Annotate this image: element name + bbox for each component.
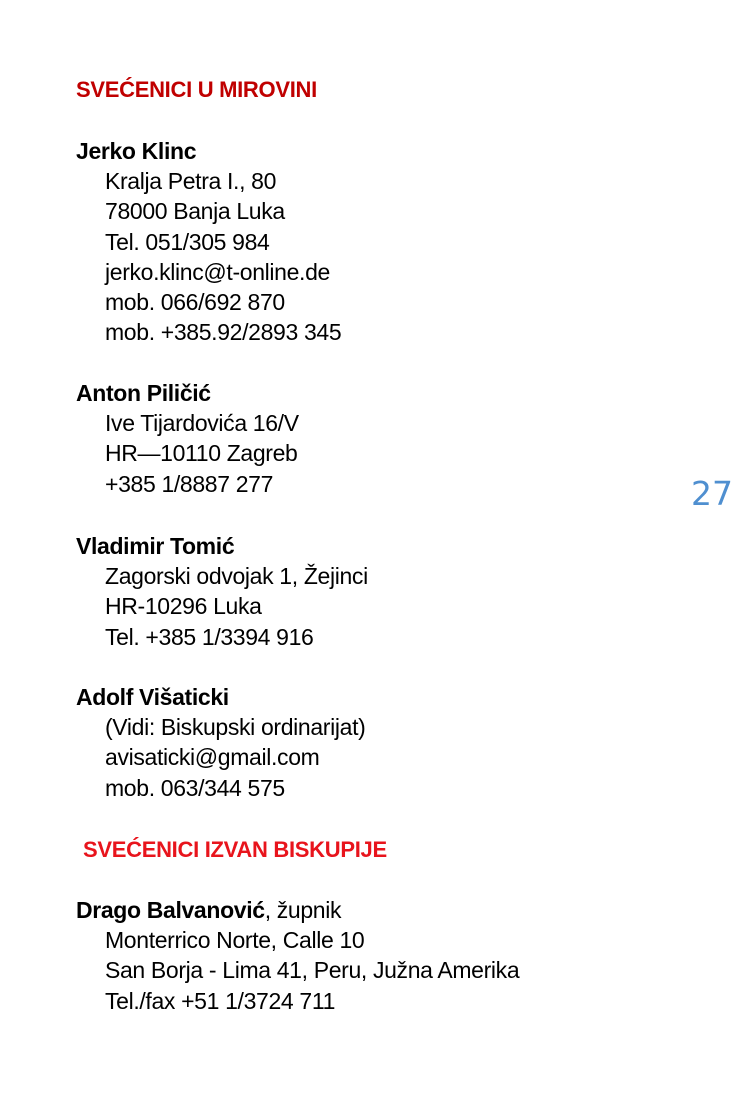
contact-name: Vladimir Tomić: [76, 533, 235, 559]
contact-role: , župnik: [264, 897, 342, 923]
contact-detail: Tel. 051/305 984: [105, 228, 270, 255]
contact-name-line: [76, 682, 365, 712]
section-heading-priests-outside-diocese: SVEĆENICI IZVAN BISKUPIJE: [83, 837, 387, 862]
contact-email: jerko.klinc@t-online.de: [105, 258, 330, 285]
contact-name: Adolf Višaticki: [76, 684, 229, 710]
contact-detail: +385 1/8887 277: [105, 470, 274, 497]
contact-entry: [76, 895, 519, 1016]
contact-name: Drago Balvanović: [76, 897, 265, 923]
contact-detail: mob. 063/344 575: [105, 774, 285, 801]
contact-name-line: [76, 378, 299, 408]
contact-detail: HR-10296 Luka: [105, 593, 262, 620]
contact-detail: mob. 066/692 870: [105, 289, 285, 316]
contact-name: Jerko Klinc: [76, 138, 197, 164]
contact-entry: [76, 531, 368, 652]
contact-detail: Ive Tijardovića 16/V: [105, 410, 299, 437]
contact-detail: HR—10110 Zagreb: [105, 440, 298, 467]
contact-name: Anton Piličić: [76, 380, 211, 406]
contact-detail: 78000 Banja Luka: [105, 198, 285, 225]
contact-detail: San Borja - Lima 41, Peru, Južna Amerika: [105, 957, 520, 984]
section-heading-retired-priests: SVEĆENICI U MIROVINI: [76, 77, 317, 102]
contact-detail: Zagorski odvojak 1, Žejinci: [105, 563, 368, 590]
contact-name-line: [76, 531, 368, 561]
contact-email: avisaticki@gmail.com: [105, 744, 320, 771]
contact-detail: Tel. +385 1/3394 916: [105, 623, 314, 650]
contact-detail: mob. +385.92/2893 345: [105, 319, 342, 346]
page-number: 27: [691, 474, 733, 513]
contact-entry: [76, 136, 341, 347]
contact-detail: Kralja Petra I., 80: [105, 168, 277, 195]
contact-detail: (Vidi: Biskupski ordinarijat): [105, 714, 366, 741]
contact-entry: [76, 378, 299, 499]
contact-detail: Monterrico Norte, Calle 10: [105, 927, 365, 954]
contact-name-line: [76, 136, 341, 166]
contact-entry: [76, 682, 365, 803]
contact-detail: Tel./fax +51 1/3724 711: [105, 987, 336, 1014]
contact-name-line: [76, 895, 519, 925]
